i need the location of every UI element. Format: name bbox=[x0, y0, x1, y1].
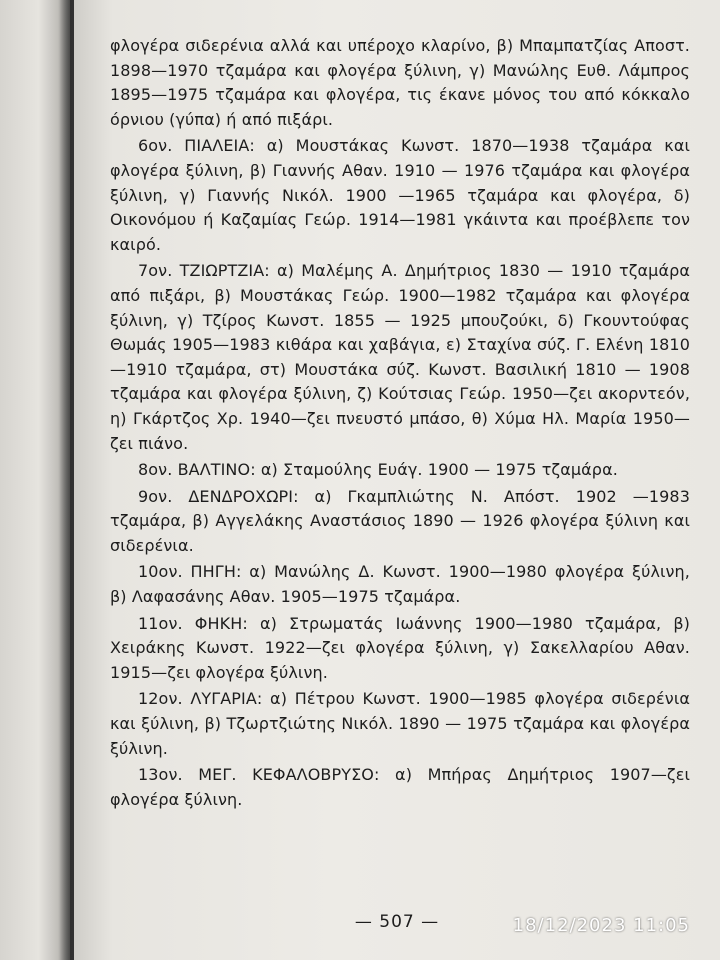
paragraph-lygaria: 12ον. ΛΥΓΑΡΙΑ: α) Πέτρου Κωνστ. 1900—1985 φλογέρα σιδερένια και ξύλινη, β) Τζωρτζιώτης Νικόλ. 1890 — 1975 τζαμάρα και φλογέρα ξύλινη. bbox=[110, 689, 690, 758]
paragraph-pialeia: 6ον. ΠΙΑΛΕΙΑ: α) Μουστάκας Κωνστ. 1870—1938 τζαμάρα και φλογέρα ξύλινη, β) Γιαννής Αθαν. 1910 — 1976 τζαμάρα και φλογέρα ξύλινη, γ) Γιαννής Νικόλ. 1900 —1965 τζαμάρα και φλογέρα, δ) Οικονόμου ή Καζαμίας Γεώρ. 1914—1981 γκάιντα και προέβλεπε τον καιρό. bbox=[110, 136, 690, 254]
paragraph-tziortzia: 7ον. ΤΖΙΩΡΤΖΙΑ: α) Μαλέμης Α. Δημήτριος 1830 — 1910 τζαμάρα από πιξάρι, β) Μουστάκας Γεώρ. 1900—1982 τζαμάρα και φλογέρα ξύλινη, γ) Τζίρος Κωνστ. 1855 — 1925 μπουζούκι, δ) Γκουντούφας Θωμάς 1905—1983 κιθάρα και χαβάγια, ε) Σταχίνα σύζ. Γ. Ελένη 1810—1910 τζαμάρα, στ) Μουστάκα σύζ. Κωνστ. Βασιλική 1810 — 1908 τζαμάρα και φλογέρα ξύλινη, ζ) Κούτσιας Γεώρ. 1950—ζει ακορντεόν, η) Γκάρτζος Χρ. 1940—ζει πνευστό μπάσο, θ) Χύμα Ηλ. Μαρία 1950—ζει πιάνο. bbox=[110, 261, 690, 453]
paragraph-fiki: 11ον. ΦΗΚΗ: α) Στρωματάς Ιωάννης 1900—1980 τζαμάρα, β) Χειράκης Κωνστ. 1922—ζει φλογέρα ξύλινη, γ) Σακελλαρίου Αθαν. 1915—ζει φλογέρα ξύλινη. bbox=[110, 613, 690, 682]
paragraph-dendrochori: 9ον. ΔΕΝΔΡΟΧΩΡΙ: α) Γκαμπλιώτης Ν. Απόστ. 1902 —1983 τζαμάρα, β) Αγγελάκης Αναστάσιος 1890 — 1926 φλογέρα ξύλινη και σιδερένια. bbox=[110, 486, 690, 555]
page-number: — 507 — bbox=[354, 912, 440, 932]
book-page bbox=[74, 0, 720, 960]
paragraph-valtino: 8ον. ΒΑΛΤΙΝΟ: α) Σταμούλης Ευάγ. 1900 — 1975 τζαμάρα. bbox=[138, 460, 618, 480]
paragraph-continuation: φλογέρα σιδερένια αλλά και υπέροχο κλαρίνο, β) Μπαμπατζίας Αποστ. 1898—1970 τζαμάρα και φλογέρα ξύλινη, γ) Μανώλης Ευθ. Λάμπρος 1895—1975 τζαμάρα και φλογέρα, τις έκανε μόνος του από κόκκαλο όρνιου (γύπα) ή από πιξάρι. bbox=[110, 36, 690, 129]
paragraph-meg-kefalovryso: 13ον. ΜΕΓ. ΚΕΦΑΛΟΒΡΥΣΟ: α) Μπήρας Δημήτριος 1907—ζει φλογέρα ξύλινη. bbox=[110, 765, 690, 809]
page-text bbox=[110, 34, 690, 812]
paragraph-pigi: 10ον. ΠΗΓΗ: α) Μανώλης Δ. Κωνστ. 1900—1980 φλογέρα ξύλινη, β) Λαφασάνης Αθαν. 1905—1975 τζαμάρα. bbox=[110, 562, 690, 607]
photo-timestamp: 18/12/2023 11:05 bbox=[512, 915, 690, 936]
